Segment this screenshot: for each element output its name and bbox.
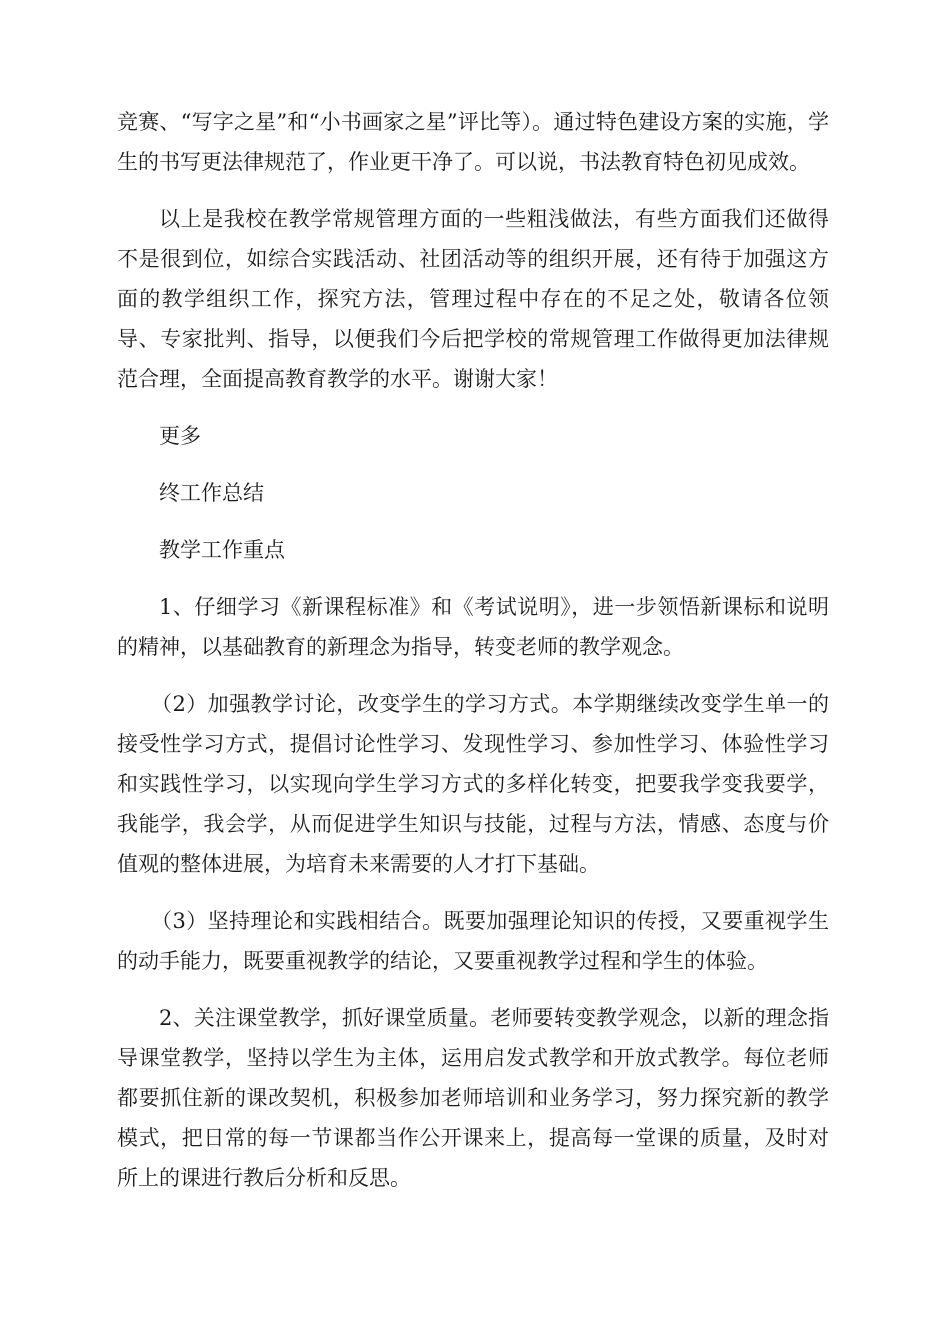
heading-teaching-focus: 教学工作重点 xyxy=(159,538,285,562)
heading-year-end-summary: 终工作总结 xyxy=(159,481,264,505)
paragraph-item-3-sub: （3）坚持理论和实践相结合。既要加强理论知识的传授，又要重视学生的动手能力，既要重视教学的结论，又要重视教学过程和学生的体验。 xyxy=(117,909,829,973)
document-page xyxy=(117,102,829,1198)
paragraph-item-1: 1、仔细学习《新课程标准》和《考试说明》，进一步领悟新课标和说明的精神，以基础教育的新理念为指导，转变老师的教学观念。 xyxy=(117,595,829,659)
paragraph-item-2-sub: （2）加强教学讨论，改变学生的学习方式。本学期继续改变学生单一的接受性学习方式，提倡讨论性学习、发现性学习、参加性学习、体验性学习和实践性学习，以实现向学生学习方式的多样化转变，把要我学变我要学，我能学，我会学，从而促进学生知识与技能，过程与方法，情感、态度与价值观的整体进展，为培育未来需要的人才打下基础。 xyxy=(117,692,829,876)
paragraph-more: 更多 xyxy=(159,424,201,448)
paragraph-closing-remarks: 以上是我校在教学常规管理方面的一些粗浅做法，有些方面我们还做得不是很到位，如综合实践活动、社团活动等的组织开展，还有待于加强这方面的教学组织工作，探究方法，管理过程中存在的不足之处，敬请各位领导、专家批判、指导，以便我们今后把学校的常规管理工作做得更加法律规范合理，全面提高教育教学的水平。谢谢大家！ xyxy=(117,207,829,391)
paragraph-item-2: 2、关注课堂教学，抓好课堂质量。老师要转变教学观念，以新的理念指导课堂教学，坚持以学生为主体，运用启发式教学和开放式教学。每位老师都要抓住新的课改契机，积极参加老师培训和业务学习，努力探究新的教学模式，把日常的每一节课都当作公开课来上，提高每一堂课的质量，及时对所上的课进行教后分析和反思。 xyxy=(117,1006,829,1190)
paragraph-calligraphy-results: 竞赛、“写字之星”和“小书画家之星”评比等）。通过特色建设方案的实施，学生的书写更法律规范了，作业更干净了。可以说，书法教育特色初见成效。 xyxy=(117,110,829,174)
